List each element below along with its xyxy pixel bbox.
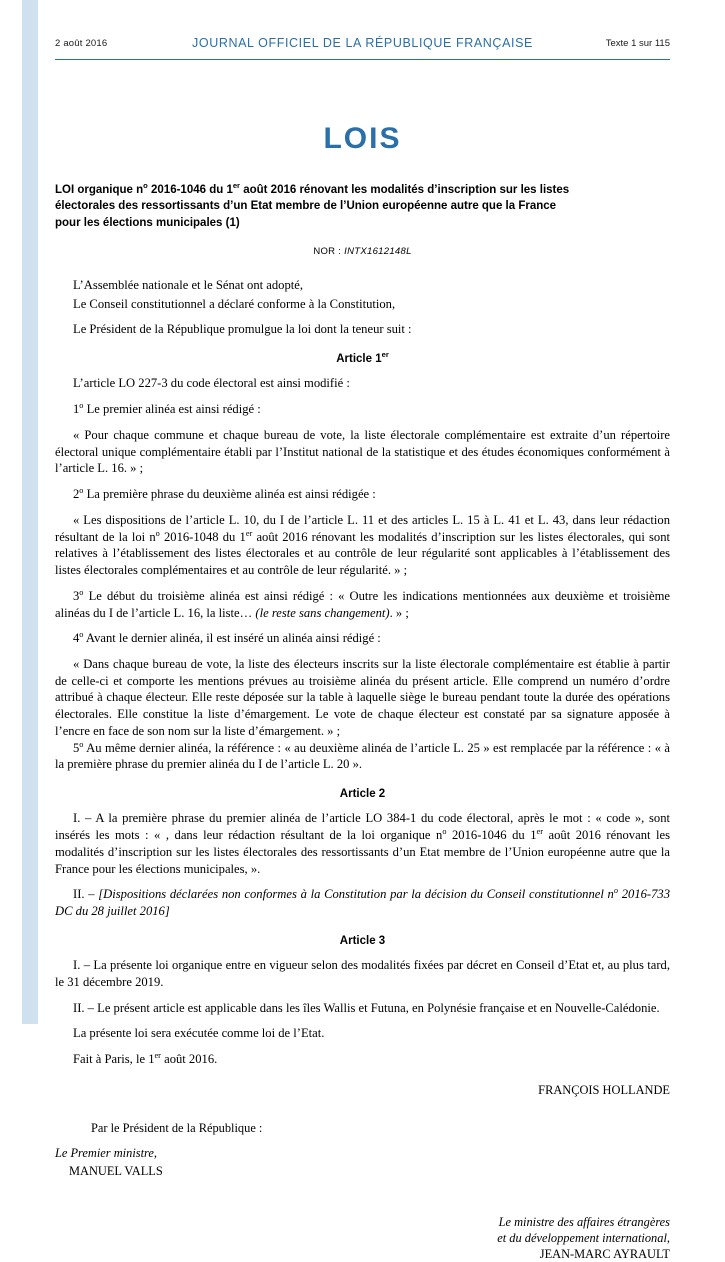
minister-block [55,1214,670,1262]
article-1-paragraph-8: « Dans chaque bureau de vote, la liste des électeurs inscrits sur la liste électorale complémentaire est établie à partir de celle-ci et comporte les mentions prévues au troisième alinéa du présent article. Elle comprend un numéro d’ordre attribué à chaque électeur. Elle reste déposée sur la table à laquelle siège le bureau pendant toute la durée des opérations électorales. Elle constitue la liste d’émargement. Le vote de chaque électeur est constaté par sa signature apposée à l’encre en face de son nom sur la liste d’émargement. » ; [55,657,670,738]
header-divider [55,59,670,60]
article-2-heading: Article 2 [339,788,386,801]
law-title-part1: LOI organique n [55,184,144,196]
page-title: LOIS [323,122,402,155]
minister-name: JEAN-MARC AYRAULT [539,1247,670,1262]
by-president-label: Par le Président de la République : [91,1121,263,1136]
header-text-reference: Texte 1 sur 115 [605,38,670,49]
law-title-sup-o: o [143,181,148,191]
article-1-heading [55,352,670,367]
page-content [55,0,671,1262]
law-title [55,182,670,231]
preamble-line-3: Le Président de la République promulgue la loi dont la teneur suit : [73,322,412,337]
article-3-paragraph-1: I. – La présente loi organique entre en vigueur selon des modalités fixées par décret en Conseil d’Etat et, au plus tard, le 31 décembre 2019. [55,958,670,989]
header-journal-title: JOURNAL OFFICIEL DE LA RÉPUBLIQUE FRANÇAISE [192,36,533,50]
article-3-paragraph-3: La présente loi sera exécutée comme loi de l’Etat. [73,1026,325,1041]
president-signature: FRANÇOIS HOLLANDE [538,1082,670,1097]
article-3-paragraph-2: II. – Le présent article est applicable dans les îles Wallis et Futuna, en Polynésie française et en Nouvelle-Calédonie. [73,1000,660,1015]
prime-minister-title: Le Premier ministre, [55,1145,157,1160]
nor-value: INTX1612148L [344,245,412,257]
article-3-paragraph-4: Fait à Paris, le 1er août 2016. [73,1050,218,1067]
article-3-heading: Article 3 [339,934,386,947]
nor-line [55,246,670,257]
document-body [55,277,670,1262]
preamble-line-2: Le Conseil constitutionnel a déclaré conforme à la Constitution, [73,296,396,311]
article-2-paragraph-1: I. – A la première phrase du premier alinéa de l’article LO 384-1 du code électoral, après le mot : « code », sont insérés les mots : « , dans leur rédaction résultant de la loi organique $n^o$ 2016-1046 du 1er août 2016 rénovant les modalités d’inscription sur les listes électorales des ressortissants d’un Etat membre de l’Union européenne autre que la France pour les élections municipales, ». [55,811,671,876]
left-margin-bar [22,0,38,1024]
article-1-paragraph-9: 5$^o$ Au même dernier alinéa, la référence : « au deuxième alinéa de l’article L. 25 » est remplacée par la référence : « à la première phrase du premier alinéa du I de l’article L. 20 ». [55,739,670,772]
article-1-heading-sup: er [381,350,389,360]
countersignature-block [55,1120,670,1180]
prime-minister-name: MANUEL VALLS [69,1164,163,1179]
law-title-part2: électorales des ressortissants d’un Etat membre de l’Union européenne autre que la France [55,200,557,213]
article-1-paragraph-4: 2$^o$ La première phrase du deuxième alinéa est ainsi rédigée : [73,485,376,502]
article-1-heading-text: Article 1 [336,353,382,366]
page-header [55,36,670,70]
header-date: 2 août 2016 [55,38,108,49]
article-1-paragraph-7: 4$^o$ Avant le dernier alinéa, il est inséré un alinéa ainsi rédigé : [73,630,381,646]
preamble-line-1: L’Assemblée nationale et le Sénat ont adopté, [73,277,304,292]
law-title-part1c: août 2016 rénovant les modalités d’inscription sur les listes [240,184,570,196]
article-1-paragraph-1: L’article LO 227-3 du code électoral est ainsi modifié : [73,376,350,391]
article-1-paragraph-5: « Les dispositions de l’article L. 10, du I de l’article L. 11 et des articles L. 15 à L. 41 et L. 43, dans leur rédaction résultant de la loi $n^o$ 2016-1048 du 1er août 2016 rénovant les modalités d’inscription sur les listes électorales, qui sont relatives à l’établissement des listes électorales et au contrôle de leur régularité sont applicables à l’établissement des listes électorales complémentaires et au contrôle de leur régularité. » ; [55,512,670,578]
minister-title-line2: et du développement international, [497,1230,670,1245]
article-1-paragraph-2: 1$^o$ Le premier alinéa est ainsi rédigé : [73,401,261,417]
law-title-part3: pour les élections municipales (1) [55,216,240,229]
article-1-paragraph-6: 3$^o$ Le début du troisième alinéa est ainsi rédigé : « Outre les indications mentionnées aux deuxième et troisième alinéas du I de l’article L. 16, la liste… (le reste sans changement). » ; [55,587,670,620]
minister-title-line1: Le ministre des affaires étrangères [498,1214,670,1229]
article-1-paragraph-3: « Pour chaque commune et chaque bureau de vote, la liste électorale complémentaire est extraite d’un répertoire électoral unique complémentaire établi par l’Institut national de la statistique et des études économiques conformément à l’article L. 16. » ; [55,427,670,476]
law-title-part1b: 2016-1046 du 1 [147,184,233,196]
nor-label: NOR : [313,245,342,257]
page-corner [703,930,725,1024]
law-title-sup-er: er [232,181,241,191]
article-2-paragraph-2: II. – [Dispositions déclarées non conformes à la Constitution par la décision du Conseil constitutionnel $n^o$ 2016-733 DC du 28 juillet 2016] [55,886,670,919]
